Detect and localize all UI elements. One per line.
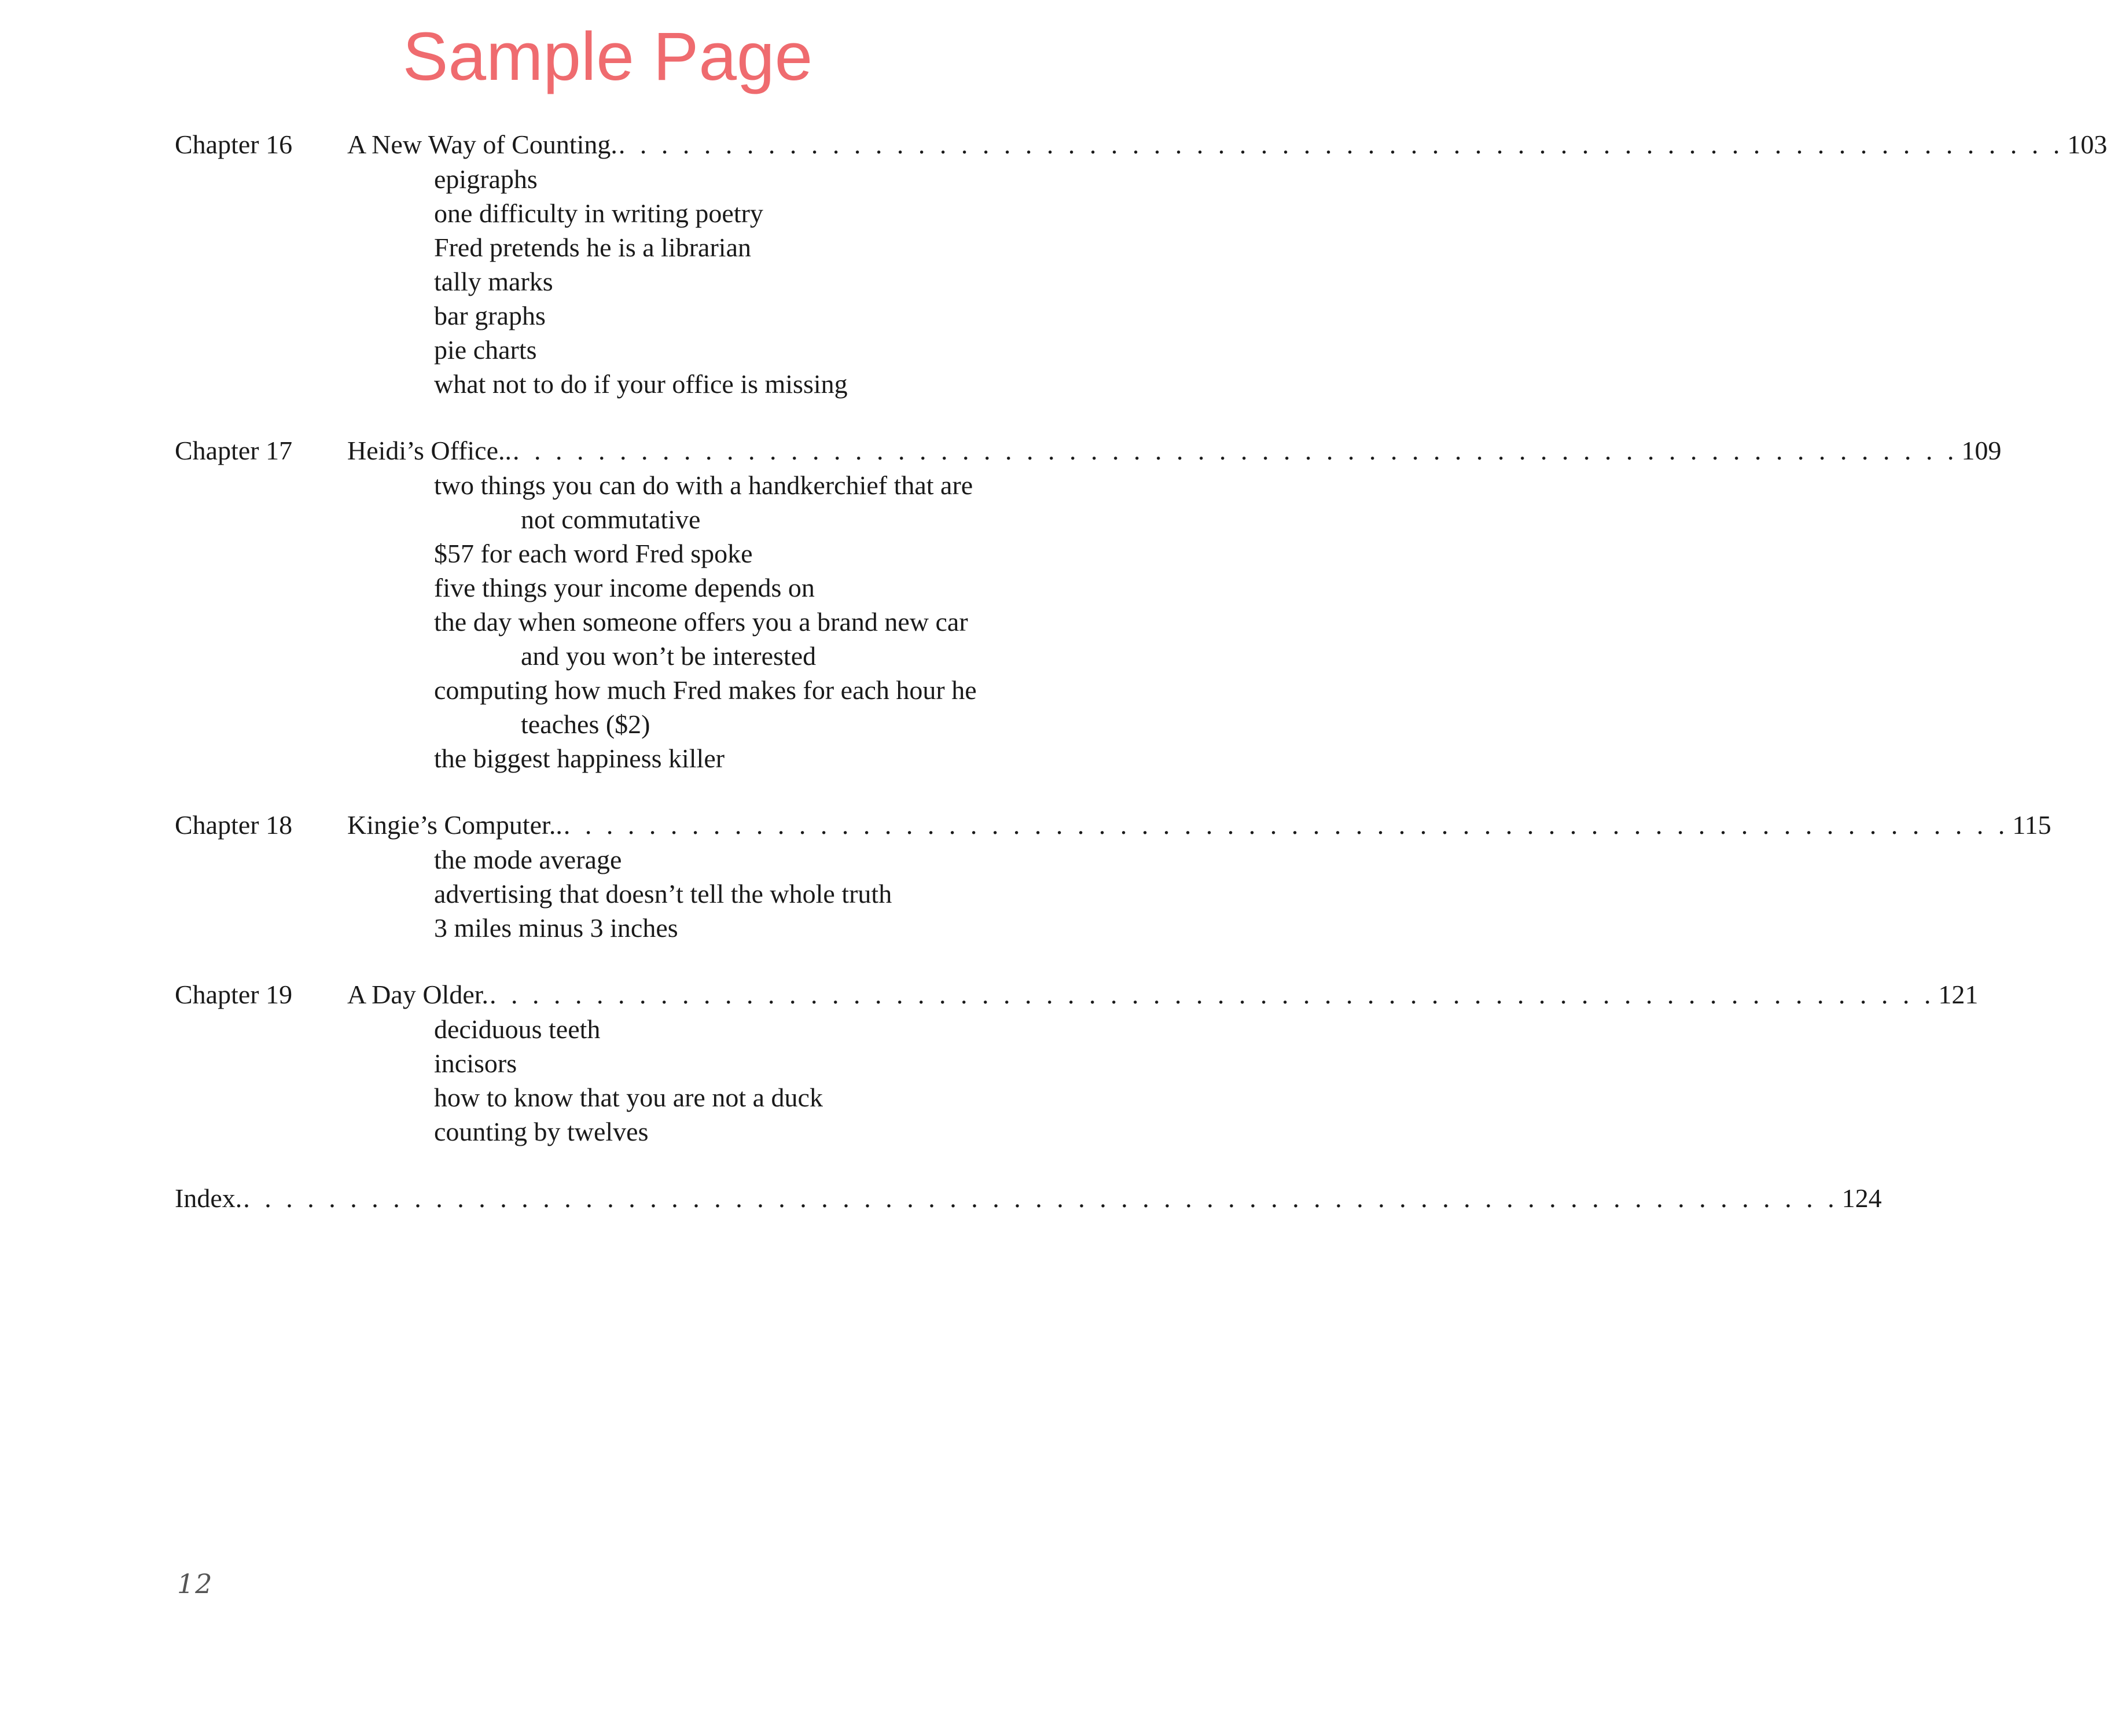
chapter-label: Chapter 16: [175, 130, 293, 159]
table-of-contents: [175, 127, 2107, 1216]
topic-item: 3 miles minus 3 inches: [434, 913, 678, 943]
chapter-title: A Day Older.: [347, 980, 489, 1009]
chapter-label: Chapter 17: [175, 436, 293, 465]
chapter-topics: [175, 843, 1043, 945]
dot-leader: . . . . . . . . . . . . . . . . . . . . . . . . . . . . . . . . . . . . . . . . . . . . . . . . . . . . . . . . . . . . . . . . . . . . . . . . . . .: [243, 1183, 1838, 1213]
chapter-topics: [175, 162, 1043, 401]
dot-leader: . . . . . . . . . . . . . . . . . . . . . . . . . . . . . . . . . . . . . . . . . . . . . . . . . . . . . . . . . . . . . . . . . . . .: [563, 810, 2009, 840]
topic-item: advertising that doesn’t tell the whole truth: [434, 879, 892, 909]
chapter-heading: [175, 127, 2107, 162]
topic-item: five things your income depends on: [434, 573, 815, 602]
chapter-label: Chapter 18: [175, 810, 293, 840]
dot-leader: . . . . . . . . . . . . . . . . . . . . . . . . . . . . . . . . . . . . . . . . . . . . . . . . . . . . . . . . . . . . . . . . . . . .: [618, 130, 2064, 159]
topic-item: $57 for each word Fred spoke: [434, 539, 753, 568]
topic-item: bar graphs: [434, 301, 546, 330]
chapter-heading: [175, 977, 1979, 1012]
dot-leader: . . . . . . . . . . . . . . . . . . . . . . . . . . . . . . . . . . . . . . . . . . . . . . . . . . . . . . . . . . . . . . . . . . . .: [490, 980, 1935, 1009]
index-page-number: 124: [1841, 1183, 1882, 1213]
topic-item: pie charts: [434, 335, 537, 365]
topic-item: what not to do if your office is missing: [434, 369, 848, 399]
chapter-label: Chapter 19: [175, 980, 293, 1009]
topic-item: deciduous teeth: [434, 1014, 601, 1044]
sample-page-watermark: Sample Page: [402, 19, 813, 95]
toc-chapter-17: [175, 433, 2002, 775]
toc-chapter-19: [175, 977, 1979, 1149]
chapter-page-number: 103: [2067, 130, 2107, 159]
toc-index-entry: [175, 1181, 1882, 1216]
topic-item: incisors: [434, 1049, 517, 1078]
topic-item: Fred pretends he is a librarian: [434, 233, 751, 262]
index-label: Index.: [175, 1183, 242, 1213]
dot-leader: . . . . . . . . . . . . . . . . . . . . . . . . . . . . . . . . . . . . . . . . . . . . . . . . . . . . . . . . . . . . . . . . . . . .: [513, 436, 1958, 465]
topic-item: how to know that you are not a duck: [434, 1083, 823, 1112]
topic-item: two things you can do with a handkerchief that are not commutative: [434, 470, 973, 534]
chapter-title: Kingie’s Computer..: [347, 810, 562, 840]
chapter-topics: [175, 468, 1043, 775]
topic-item: the day when someone offers you a brand new car and you won’t be interested: [434, 607, 968, 671]
topic-item: epigraphs: [434, 164, 538, 194]
toc-chapter-16: [175, 127, 2107, 401]
chapter-title: Heidi’s Office..: [347, 436, 512, 465]
page-number-folio: 12: [177, 1568, 214, 1599]
chapter-page-number: 109: [1961, 436, 2002, 465]
topic-item: the biggest happiness killer: [434, 744, 725, 773]
topic-item: the mode average: [434, 845, 622, 874]
topic-item: computing how much Fred makes for each hour he teaches ($2): [434, 675, 977, 739]
chapter-heading: [175, 808, 2051, 843]
chapter-heading: [175, 433, 2002, 468]
topic-item: counting by twelves: [434, 1117, 649, 1146]
topic-item: one difficulty in writing poetry: [434, 198, 763, 228]
topic-item: tally marks: [434, 267, 553, 296]
chapter-title: A New Way of Counting.: [347, 130, 617, 159]
toc-chapter-18: [175, 808, 2051, 945]
chapter-topics: [175, 1012, 1043, 1149]
chapter-page-number: 121: [1938, 980, 1979, 1009]
chapter-page-number: 115: [2012, 810, 2051, 840]
